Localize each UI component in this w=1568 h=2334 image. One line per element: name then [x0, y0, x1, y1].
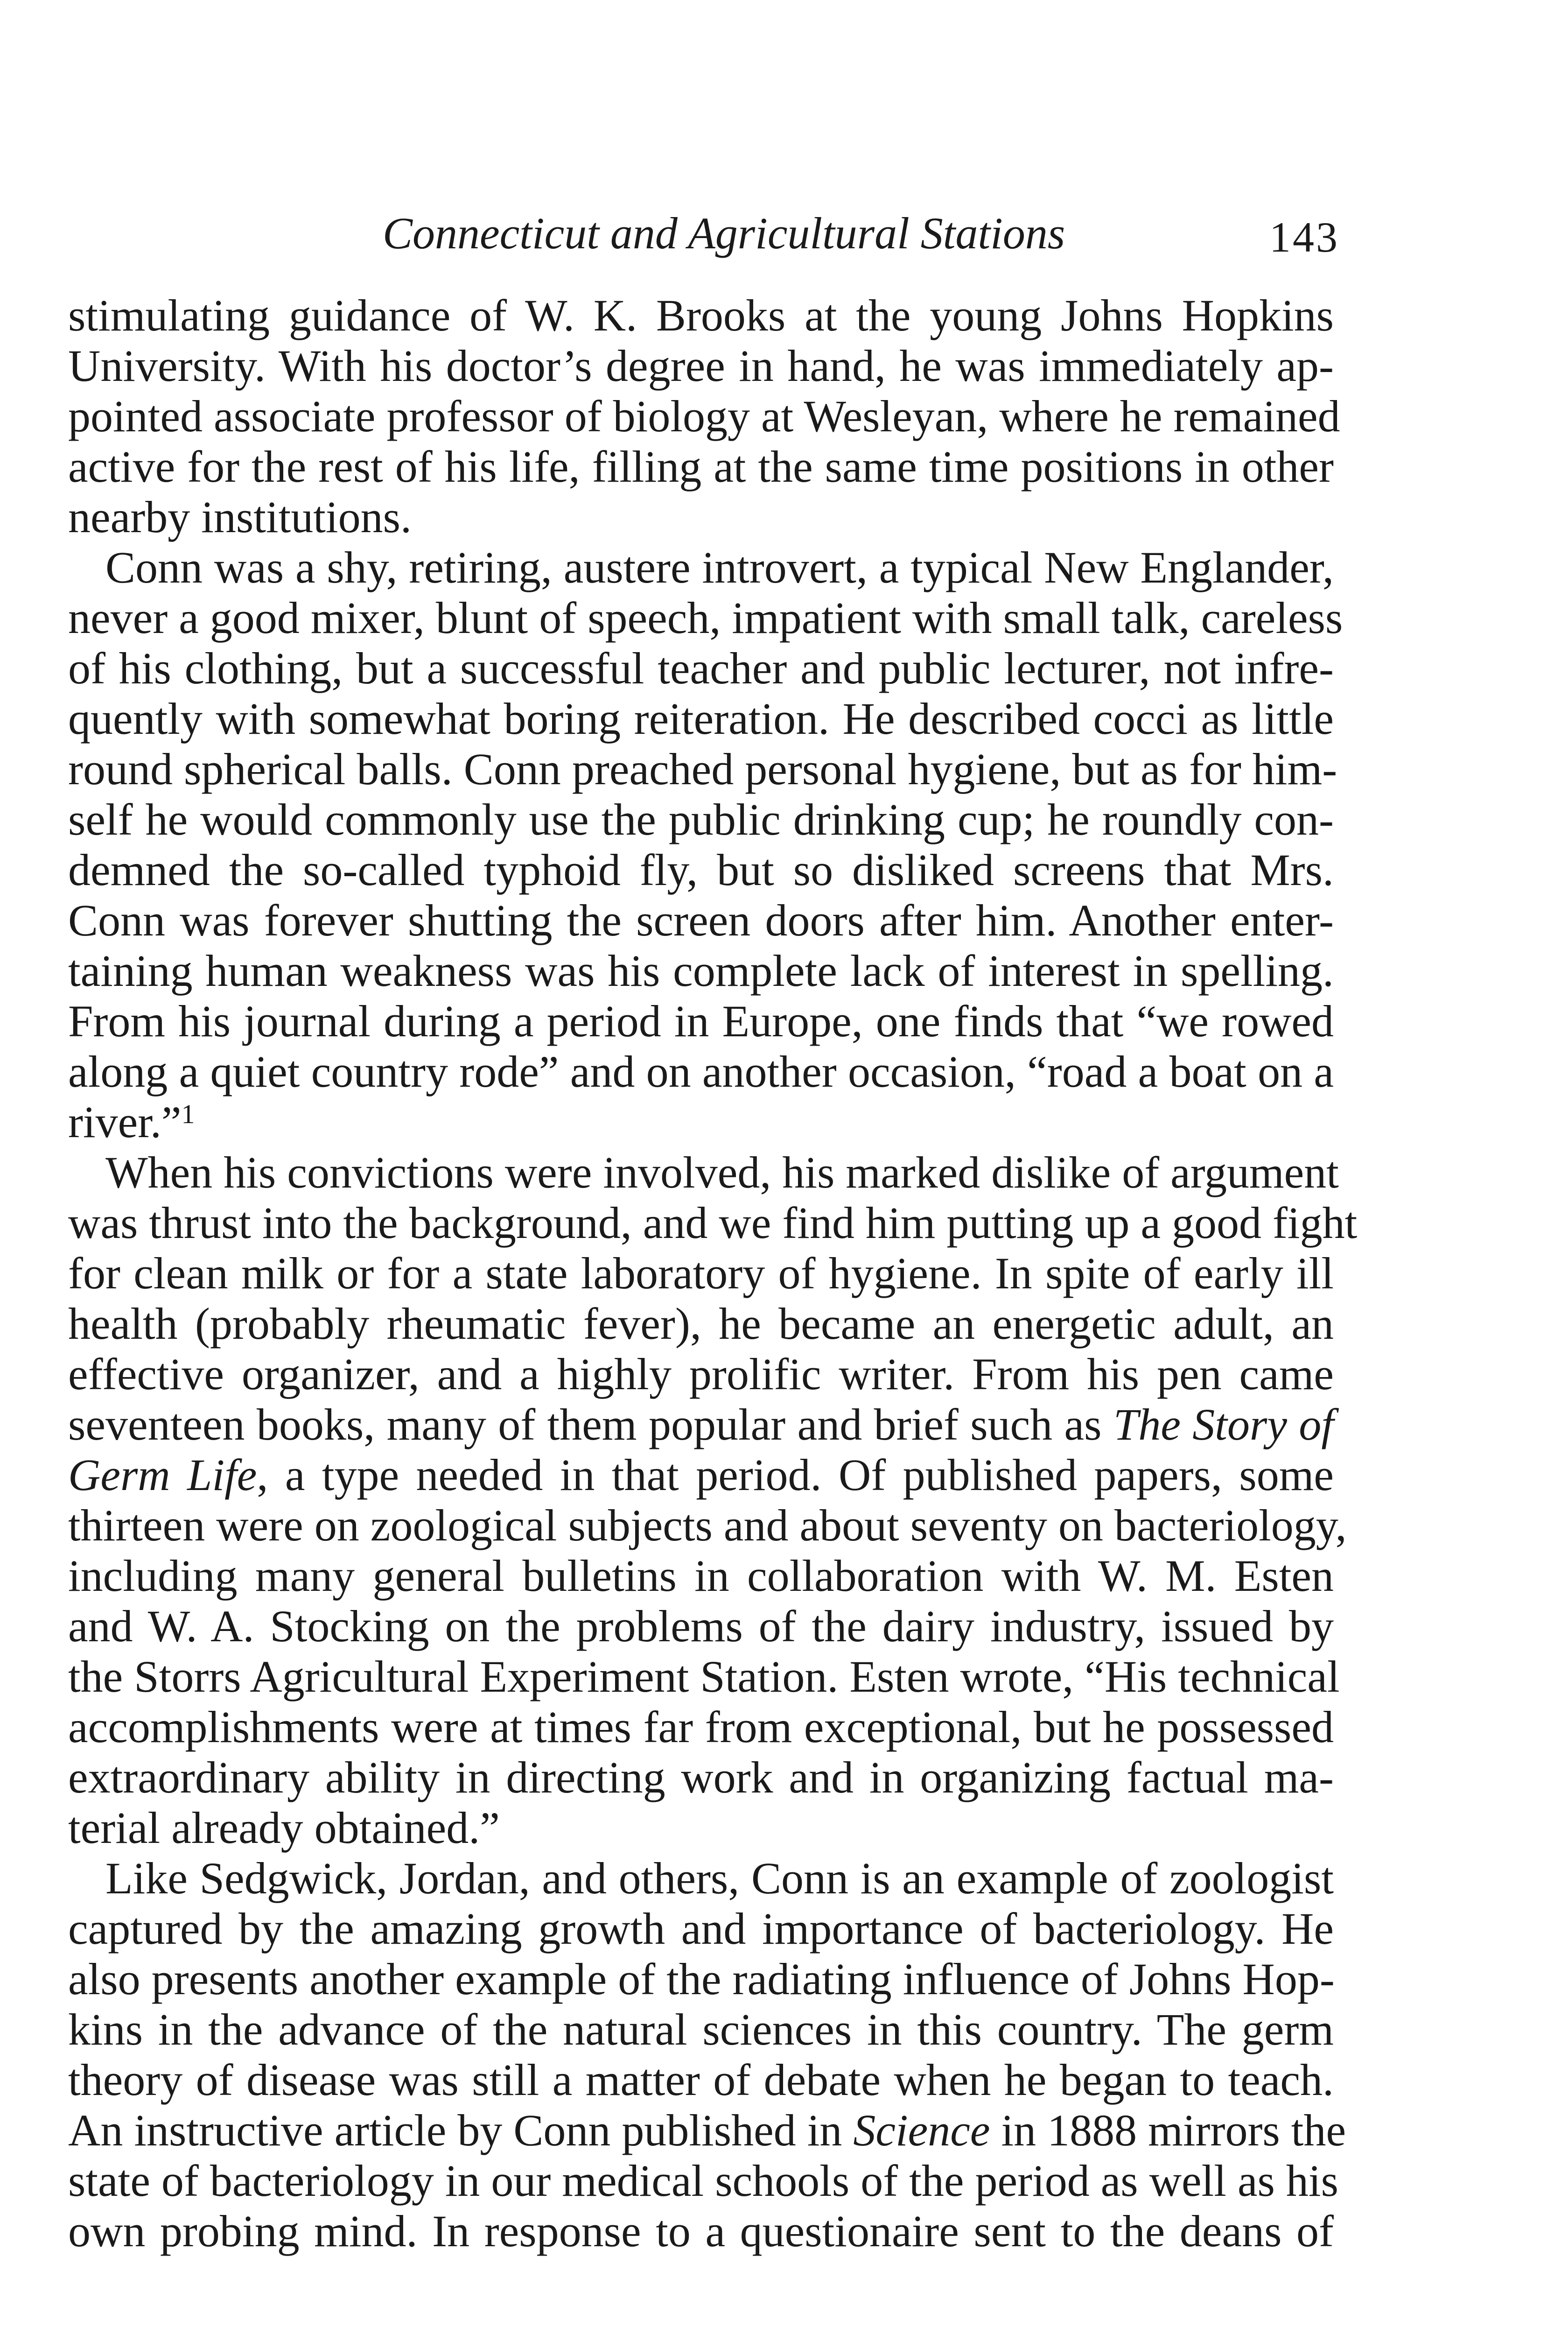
paragraph-first-line: [68, 1147, 1339, 1198]
text-segment: state of bacteriology in our medical schools of the period as well as his: [68, 2156, 1338, 2206]
italic-title: Science: [853, 2105, 990, 2155]
text-line: [68, 290, 1334, 341]
italic-title: The Story of: [1113, 1399, 1334, 1449]
running-head: [383, 201, 1339, 266]
text-segment: extraordinary ability in directing work and in organizing factual ma-: [68, 1752, 1334, 1802]
footnote-marker: 1: [181, 1099, 195, 1129]
text-segment: taining human weakness was his complete lack of interest in spelling.: [68, 946, 1334, 996]
text-segment: effective organizer, and a highly prolific writer. From his pen came: [68, 1349, 1334, 1399]
text-segment: kins in the advance of the natural sciences in this country. The germ: [68, 2004, 1334, 2054]
paragraph-first-line: [68, 542, 1334, 593]
text-segment: own probing mind. In response to a questionaire sent to the deans of: [68, 2206, 1334, 2256]
text-segment: , a type needed in that period. Of published papers, some: [257, 1450, 1334, 1500]
text-segment: the Storrs Agricultural Experiment Station. Esten wrote, “His technical: [68, 1652, 1340, 1701]
text-segment: self he would commonly use the public drinking cup; he roundly con-: [68, 794, 1334, 844]
text-segment: terial already obtained.”: [68, 1803, 500, 1853]
text-line: [68, 744, 1337, 794]
text-line: [68, 1752, 1334, 1803]
text-segment: quently with somewhat boring reiteration. He described cocci as little: [68, 694, 1334, 744]
text-line: [68, 1803, 1334, 1853]
text-line: [68, 1904, 1334, 1954]
text-segment: thirteen were on zoological subjects and about seventy on bacteriology,: [68, 1500, 1347, 1550]
page-number: 143: [1269, 213, 1339, 261]
text-line: [68, 1097, 1334, 1147]
text-line: [68, 1702, 1334, 1752]
text-segment: From his journal during a period in Europe, one finds that “we rowed: [68, 996, 1334, 1046]
body-text: [68, 290, 1358, 2257]
text-line: [68, 845, 1334, 895]
text-line: [68, 442, 1334, 492]
text-line: [68, 1399, 1334, 1450]
text-line: [68, 1601, 1334, 1652]
text-line: [68, 1349, 1334, 1399]
text-line: [68, 946, 1334, 996]
text-segment: river.”: [68, 1097, 182, 1147]
text-segment: including many general bulletins in collaboration with W. M. Esten: [68, 1551, 1334, 1601]
text-segment: Conn was a shy, retiring, austere introvert, a typical New Englander,: [105, 542, 1334, 592]
text-segment: active for the rest of his life, filling at the same time positions in other: [68, 442, 1334, 492]
text-line: [68, 1299, 1334, 1349]
text-line: [68, 341, 1334, 391]
text-line: [68, 2156, 1338, 2206]
text-line: [68, 2206, 1334, 2257]
text-line: [68, 643, 1334, 694]
text-segment: An instructive article by Conn published in: [68, 2105, 854, 2155]
text-segment: of his clothing, but a successful teacher and public lecturer, not infre-: [68, 643, 1334, 693]
text-segment: round spherical balls. Conn preached personal hygiene, but as for him-: [68, 744, 1337, 794]
text-segment: Conn was forever shutting the screen doors after him. Another enter-: [68, 895, 1334, 945]
text-segment: Like Sedgwick, Jordan, and others, Conn is an example of zoologist: [105, 1853, 1334, 1903]
text-segment: along a quiet country rode” and on another occasion, “road a boat on a: [68, 1047, 1334, 1097]
text-line: [68, 794, 1334, 845]
text-line: [68, 1198, 1358, 1248]
text-line: [68, 593, 1343, 643]
text-segment: for clean milk or for a state laboratory of hygiene. In spite of early ill: [68, 1248, 1334, 1298]
text-line: [68, 694, 1334, 744]
text-segment: When his convictions were involved, his marked dislike of argument: [105, 1147, 1339, 1197]
text-line: [68, 391, 1340, 442]
paragraph-first-line: [68, 1853, 1334, 1904]
text-line: [68, 1551, 1334, 1601]
text-line: [68, 2055, 1334, 2105]
text-line: [68, 1954, 1334, 2004]
text-segment: captured by the amazing growth and importance of bacteriology. He: [68, 1904, 1334, 1954]
text-line: [68, 1248, 1334, 1299]
text-segment: never a good mixer, blunt of speech, impatient with small talk, careless: [68, 593, 1343, 643]
text-line: [68, 895, 1334, 946]
text-line: [68, 492, 1334, 542]
text-segment: stimulating guidance of W. K. Brooks at the young Johns Hopkins: [68, 290, 1334, 340]
text-segment: seventeen books, many of them popular and brief such as: [68, 1399, 1113, 1449]
text-line: [68, 1652, 1340, 1702]
text-segment: and W. A. Stocking on the problems of the dairy industry, issued by: [68, 1601, 1334, 1651]
text-segment: theory of disease was still a matter of debate when he began to teach.: [68, 2055, 1334, 2105]
text-line: [68, 996, 1334, 1047]
text-line: [68, 1047, 1334, 1097]
text-segment: also presents another example of the radiating influence of Johns Hop-: [68, 1954, 1335, 2004]
text-segment: demned the so-called typhoid fly, but so disliked screens that Mrs.: [68, 845, 1334, 895]
text-segment: was thrust into the background, and we find him putting up a good fight: [68, 1198, 1358, 1248]
text-segment: University. With his doctor’s degree in hand, he was immediately ap-: [68, 341, 1334, 391]
text-segment: accomplishments were at times far from exceptional, but he possessed: [68, 1702, 1334, 1752]
text-segment: in 1888 mirrors the: [990, 2105, 1346, 2155]
text-segment: nearby institutions.: [68, 492, 412, 542]
text-segment: pointed associate professor of biology at Wesleyan, where he remained: [68, 391, 1340, 441]
text-line: [68, 1450, 1334, 1500]
italic-title: Germ Life: [68, 1450, 257, 1500]
running-title: Connecticut and Agricultural Stations: [383, 208, 1065, 258]
text-line: [68, 2004, 1334, 2055]
text-line: [68, 2105, 1346, 2156]
text-line: [68, 1500, 1347, 1551]
text-segment: health (probably rheumatic fever), he became an energetic adult, an: [68, 1299, 1334, 1349]
